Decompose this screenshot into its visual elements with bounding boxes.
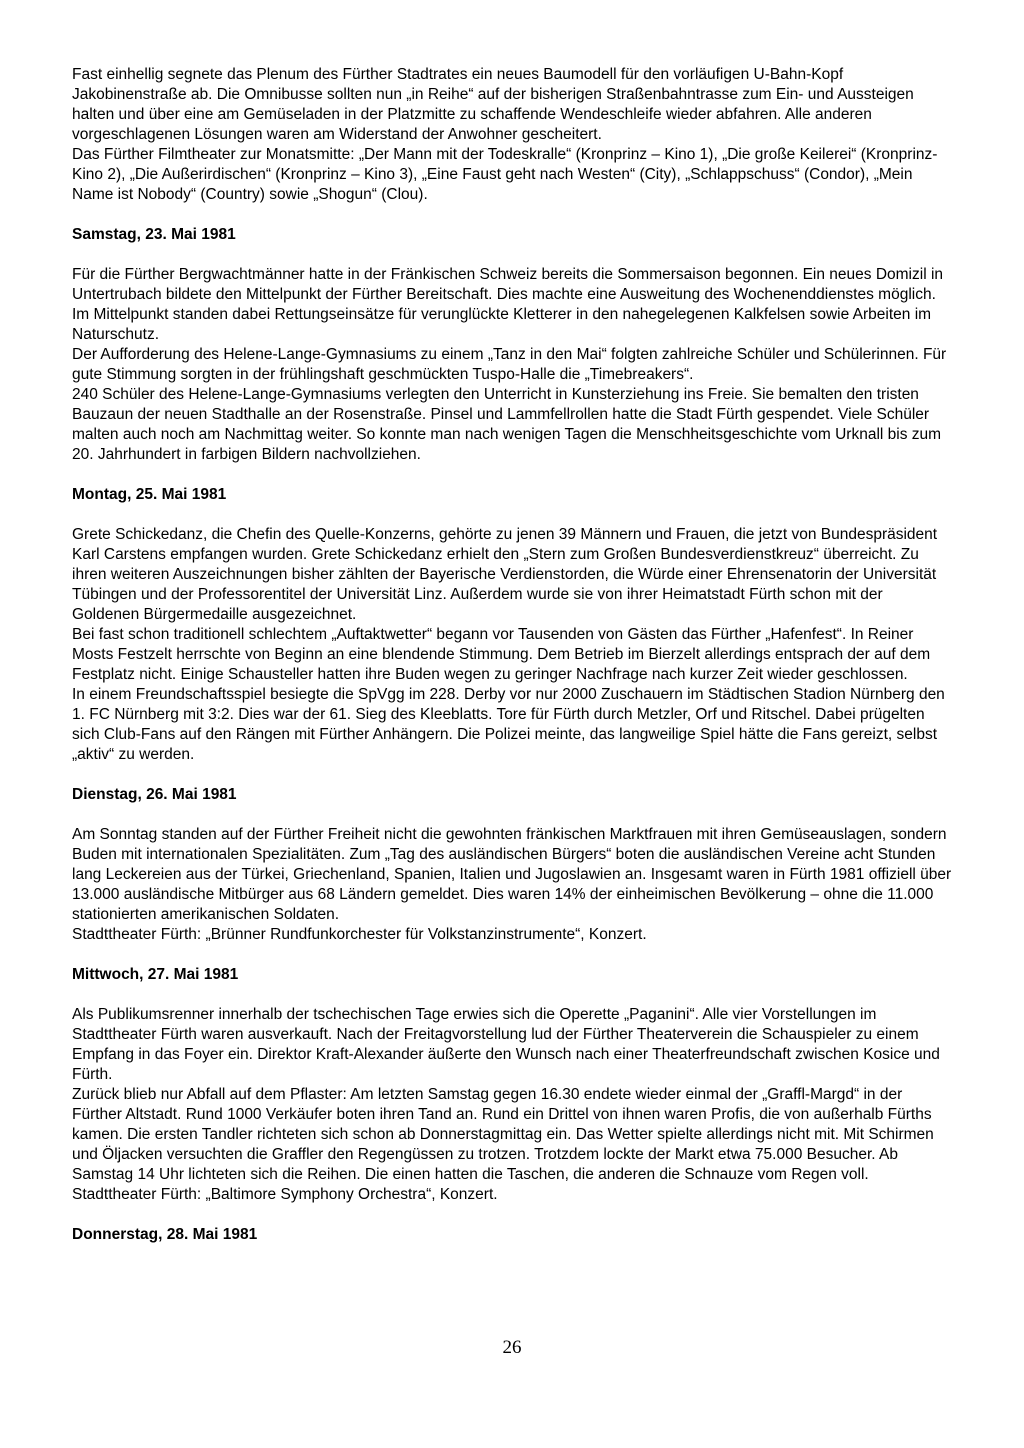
story-paragraph: Stadttheater Fürth: „Brünner Rundfunkorchester für Volkstanzinstrumente“, Konzert. <box>72 926 647 943</box>
day-heading-donnerstag-28-mai-1981: Donnerstag, 28. Mai 1981 <box>72 1226 258 1243</box>
story-paragraph: Bei fast schon traditionell schlechtem „Auftaktwetter“ begann vor Tausenden von Gästen das Fürther „Hafenfest“. In Reiner Mosts Festzelt herrschte von Beginn an eine blendende Stimmung. Dem Betrieb im Bierzelt allerdings entsprach der auf dem Festplatz nicht. Einige Schausteller hatten ihre Buden wegen zu geringer Nachfrage nach kurzer Zeit wieder geschlossen. <box>72 626 931 683</box>
story-paragraph: Stadttheater Fürth: „Baltimore Symphony Orchestra“, Konzert. <box>72 1186 498 1203</box>
chronicle-text-column <box>72 65 954 1265</box>
story-paragraph: Als Publikumsrenner innerhalb der tschechischen Tage erwies sich die Operette „Paganini“. Alle vier Vorstellungen im Stadttheater Fürth waren ausverkauft. Nach der Freitagvorstellung lud der Fürther Theaterverein die Schauspieler zu einem Empfang in das Foyer ein. Direktor Kraft-Alexander äußerte den Wunsch nach einer Theaterfreundschaft zwischen Kosice und Fürth. <box>72 1006 940 1083</box>
day-heading-dienstag-26-mai-1981: Dienstag, 26. Mai 1981 <box>72 786 237 803</box>
story-paragraph: Der Aufforderung des Helene-Lange-Gymnasiums zu einem „Tanz in den Mai“ folgten zahlreiche Schüler und Schülerinnen. Für gute Stimmung sorgten in der frühlingshaft geschmückten Tuspo-Halle die „Timebreakers“. <box>72 346 947 383</box>
story-paragraph: Zurück blieb nur Abfall auf dem Pflaster: Am letzten Samstag gegen 16.30 endete wieder einmal der „Graffl-Margd“ in der Fürther Altstadt. Rund 1000 Verkäufer boten ihren Tand an. Rund ein Drittel von ihnen waren Profis, die von außerhalb Fürths kamen. Die ersten Tandler richteten sich schon ab Donnerstagmittag ein. Das Wetter spielte allerdings nicht mit. Mit Schirmen und Öljacken versuchten die Graffler den Regengüssen zu trotzen. Trotzdem lockte der Markt etwa 75.000 Besucher. Ab Samstag 14 Uhr lichteten sich die Reihen. Die einen hatten die Taschen, die anderen die Schnauze vom Regen voll. <box>72 1086 934 1183</box>
story-paragraph: Für die Fürther Bergwachtmänner hatte in der Fränkischen Schweiz bereits die Sommersaison begonnen. Ein neues Domizil in Untertrubach bildete den Mittelpunkt der Fürther Bereitschaft. Dies machte eine Ausweitung des Wochenenddienstes möglich. Im Mittelpunkt standen dabei Rettungseinsätze für verunglückte Kletterer in den nahegelegenen Kalkfelsen sowie Arbeiten im Naturschutz. <box>72 266 944 343</box>
intro-paragraph: Fast einhellig segnete das Plenum des Fürther Stadtrates ein neues Baumodell für den vorläufigen U-Bahn-Kopf Jakobinenstraße ab. Die Omnibusse sollten nun „in Reihe“ auf der bisherigen Straßenbahntrasse zum Ein- und Aussteigen halten und über eine am Gemüseladen in der Platzmitte zu schaffende Wendeschleife wieder abfahren. Alle anderen vorgeschlagenen Lösungen waren am Widerstand der Anwohner gescheitert. <box>72 66 914 143</box>
story-paragraph: In einem Freundschaftsspiel besiegte die SpVgg im 228. Derby vor nur 2000 Zuschauern im Städtischen Stadion Nürnberg den 1. FC Nürnberg mit 3:2. Dies war der 61. Sieg des Kleeblatts. Tore für Fürth durch Metzler, Orf und Ritschel. Dabei prügelten sich Club-Fans auf den Rängen mit Fürther Anhängern. Die Polizei meinte, das langweilige Spiel hätte die Fans gereizt, selbst „aktiv“ zu werden. <box>72 686 945 763</box>
story-paragraph: Am Sonntag standen auf der Fürther Freiheit nicht die gewohnten fränkischen Marktfrauen mit ihren Gemüseauslagen, sondern Buden mit internationalen Spezialitäten. Zum „Tag des ausländischen Bürgers“ boten die ausländischen Vereine acht Stunden lang Leckereien aus der Türkei, Griechenland, Spanien, Italien und Jugoslawien an. Insgesamt waren in Fürth 1981 offiziell über 13.000 ausländische Mitbürger aus 68 Ländern gemeldet. Dies waren 14% der einheimischen Bevölkerung – ohne die 11.000 stationierten amerikanischen Soldaten. <box>72 826 952 923</box>
day-heading-samstag-23-mai-1981: Samstag, 23. Mai 1981 <box>72 226 236 243</box>
intro-paragraph: Das Fürther Filmtheater zur Monatsmitte: „Der Mann mit der Todeskralle“ (Kronprinz – Kino 1), „Die große Keilerei“ (Kronprinz- Kino 2), „Die Außerirdischen“ (Kronprinz – Kino 3), „Eine Faust geht nach Westen“ (City), „Schlappschuss“ (Condor), „Mein Name ist Nobody“ (Country) sowie „Shogun“ (Clou). <box>72 146 938 203</box>
page-number: 26 <box>502 1337 522 1358</box>
day-heading-mittwoch-27-mai-1981: Mittwoch, 27. Mai 1981 <box>72 966 239 983</box>
day-heading-montag-25-mai-1981: Montag, 25. Mai 1981 <box>72 486 227 503</box>
story-paragraph: Grete Schickedanz, die Chefin des Quelle-Konzerns, gehörte zu jenen 39 Männern und Frauen, die jetzt von Bundespräsident Karl Carstens empfangen wurden. Grete Schickedanz erhielt den „Stern zum Großen Bundesverdienstkreuz“ überreicht. Zu ihren weiteren Auszeichnungen bisher zählten der Bayerische Verdienstorden, die Würde einer Ehrensenatorin der Universität Tübingen und der Professorentitel der Universität Linz. Außerdem wurde sie von ihrer Heimatstadt Fürth schon mit der Goldenen Bürgermedaille ausgezeichnet. <box>72 526 938 623</box>
story-paragraph: 240 Schüler des Helene-Lange-Gymnasiums verlegten den Unterricht in Kunsterziehung ins Freie. Sie bemalten den tristen Bauzaun der neuen Stadthalle an der Rosenstraße. Pinsel und Lammfellrollen hatte die Stadt Fürth gespendet. Viele Schüler malten auch noch am Nachmittag weiter. So konnte man nach wenigen Tagen die Menschheitsgeschichte vom Urknall bis zum 20. Jahrhundert in farbigen Bildern nachvollziehen. <box>72 386 942 463</box>
